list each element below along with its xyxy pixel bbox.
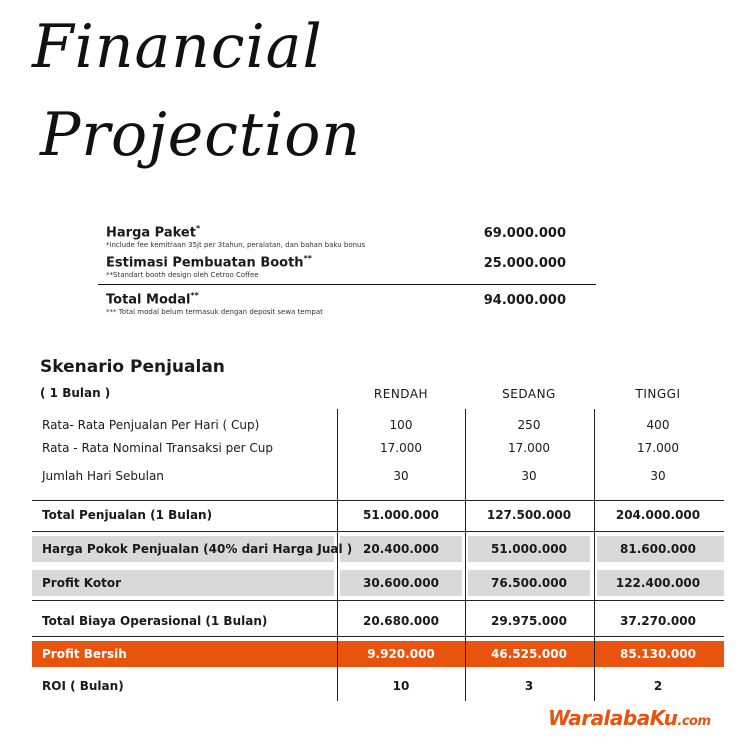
cost-label: Harga Paket [106,225,196,241]
cell-sedang: 29.975.000 [491,614,567,628]
cell-sedang: 30 [521,469,537,483]
scenario-subtitle: ( 1 Bulan ) [40,386,111,400]
row-label: ROI ( Bulan) [42,679,124,693]
cost-value: 94.000.000 [483,293,566,308]
cell-sedang: 46.525.000 [491,647,567,661]
cost-note: *** Total modal belum termasuk dengan deposit sewa tempat [106,308,323,317]
scenario-title: Skenario Penjualan [40,357,225,377]
cell-sedang: 17.000 [508,441,550,455]
column-header-tinggi: TINGGI [635,387,681,401]
row-label: Profit Bersih [42,647,127,661]
cost-value: 69.000.000 [483,226,566,241]
cell-tinggi: 2 [653,679,663,693]
table-row-profit-bersih [32,643,724,667]
watermark-tld: .com [677,714,711,729]
cost-item [106,224,566,249]
cell-rendah: 10 [392,679,410,693]
cell-sedang: 3 [524,679,534,693]
cost-label: Estimasi Pembuatan Booth [106,255,304,271]
cell-tinggi: 122.400.000 [615,576,701,590]
title-line-1: Financial [32,12,323,82]
cell-sedang: 127.500.000 [486,508,572,522]
cell-tinggi: 85.130.000 [620,647,696,661]
watermark-logo [548,706,711,730]
cost-divider [98,284,596,285]
table-row-roi [32,675,724,699]
row-divider [32,500,724,501]
row-label: Profit Kotor [42,576,121,590]
row-divider [32,531,724,532]
cost-mark: * [195,224,201,233]
row-label: Jumlah Hari Sebulan [42,469,164,483]
cost-mark: ** [303,254,312,263]
cell-rendah: 30.600.000 [363,576,439,590]
cell-sedang: 51.000.000 [491,542,567,556]
cell-tinggi: 400 [646,418,670,432]
cost-mark: ** [190,291,199,300]
table-row-biaya-operasional [32,610,724,634]
cell-rendah: 20.680.000 [363,614,439,628]
cell-tinggi: 81.600.000 [620,542,696,556]
cell-tinggi: 17.000 [637,441,679,455]
cell-sedang: 76.500.000 [491,576,567,590]
table-row-profit-kotor [32,572,724,596]
row-divider [32,636,724,637]
cell-sedang: 250 [517,418,541,432]
cell-rendah: 9.920.000 [367,647,435,661]
title-line-2: Projection [40,100,361,170]
table-row [32,437,724,461]
row-label: Rata- Rata Penjualan Per Hari ( Cup) [42,418,260,432]
watermark-ku: Ku [649,706,678,730]
cost-label: Total Modal [106,292,191,308]
column-header-rendah: RENDAH [373,387,429,401]
row-label: Harga Pokok Penjualan (40% dari Harga Jual ) [42,542,353,556]
cell-rendah: 51.000.000 [363,508,439,522]
cell-rendah: 20.400.000 [363,542,439,556]
cell-tinggi: 30 [650,469,666,483]
row-label: Total Biaya Operasional (1 Bulan) [42,614,268,628]
cost-note: **Standart booth design oleh Cetroo Coffee [106,271,259,280]
row-label: Rata - Rata Nominal Transaksi per Cup [42,441,273,455]
cost-note: *include fee kemitraan 35jt per 3tahun, peralatan, dan bahan baku bonus [106,241,366,250]
table-row-total-penjualan [32,504,724,528]
cost-value: 25.000.000 [483,256,566,271]
table-row [32,465,724,489]
cost-item [106,254,566,279]
watermark-brand: Waralaba [548,706,650,730]
table-row [32,414,724,438]
cell-rendah: 30 [393,469,409,483]
cell-rendah: 17.000 [380,441,422,455]
row-divider [32,600,724,601]
cell-tinggi: 204.000.000 [615,508,701,522]
cost-item-total [106,291,566,316]
table-row-hpp [32,538,724,562]
column-header-sedang: SEDANG [502,387,556,401]
cell-tinggi: 37.270.000 [620,614,696,628]
cell-rendah: 100 [389,418,413,432]
row-label: Total Penjualan (1 Bulan) [42,508,213,522]
